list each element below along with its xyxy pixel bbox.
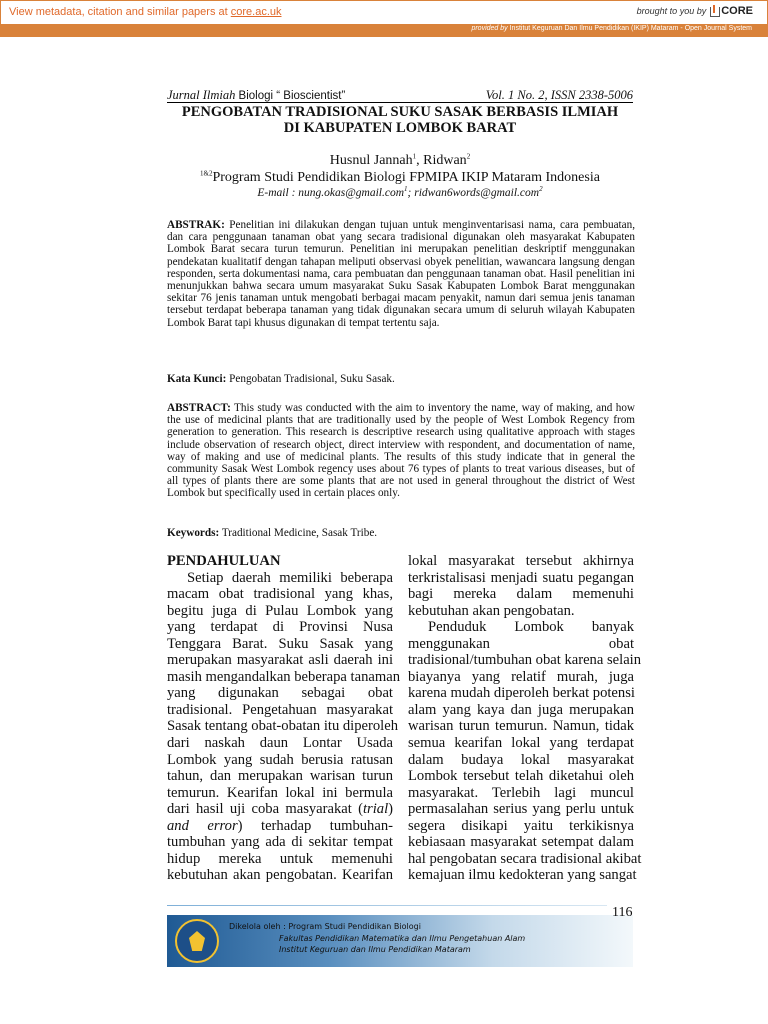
body-line: kemajuan ilmu kedokteran yang sangat [408, 867, 637, 884]
footer-band [167, 915, 633, 967]
keywords-label: Keywords: [167, 527, 220, 539]
provided-by-text[interactable] [471, 25, 752, 32]
core-logo[interactable] [709, 5, 753, 17]
body-line: hidup mereka untuk memenuhi [167, 850, 393, 867]
body-left-column [167, 553, 400, 884]
body-line: kebutuhan akan pengobatan. Kearifan [167, 867, 393, 884]
body-line: tradisional. Pengetahuan masyarakat [167, 701, 393, 718]
body-line: semua kearifan lokal yang terdapat [408, 735, 634, 752]
core-logo-icon [709, 5, 719, 17]
body-line: Setiap daerah memiliki beberapa [187, 569, 393, 586]
body-line: hal pengobatan secara tradisional akibat [408, 850, 642, 867]
body-line: temurun. Kearifan lokal ini bermula [167, 784, 393, 801]
university-logo-icon [175, 919, 219, 963]
abstract-text: This study was conducted with the aim to inventory the name, way of making, and how the use of medicinal plants that are traditionally used by the people of West Lombok Regency from generation to generation. This research is descriptive research using qualitative approach with stages include observation of research object, direct interview with respondent, and documentation of name, way of making and use of medicinal plants. The results of this study indicate that in general the community Sasak West Lombok regency uses about 76 types of plants to treat various diseases, but of all types of plants there are some plants that are not used in general throughout the district of West Lombok but specifically used in certain places only. [167, 402, 635, 500]
core-link-prefix: View metadata, citation and similar papers at [9, 6, 228, 18]
footer-banner [167, 905, 633, 965]
body-line: dari naskah daun Lontar Usada [167, 735, 393, 752]
body-line-trial: dari hasil uji coba masyarakat (trial) [167, 801, 393, 818]
body-line: segera disikapi yaitu terkikisnya [408, 817, 634, 834]
core-brought-by [637, 5, 753, 17]
body-line: masyarakat. Terlebih lagi muncul [408, 784, 634, 801]
title-line-2: DI KABUPATEN LOMBOK BARAT [283, 120, 517, 136]
provided-by-org: Institut Keguruan Dan Ilmu Pendidikan (IKIP) Mataram - Open Journal System [509, 25, 752, 32]
journal-volume: Vol. 1 No. 2, ISSN 2338-5006 [485, 88, 633, 102]
journal-running-header [167, 88, 633, 103]
abstrak-label: ABSTRAK: [167, 219, 225, 231]
paper-affiliation: $^{1\&2}$Program Studi Pendidikan Biologi FPMIPA IKIP Mataram Indonesia [200, 169, 600, 185]
abstract-label: ABSTRACT: [167, 402, 231, 414]
body-line: yang terdapat di Provinsi Nusa [167, 619, 393, 636]
kata-kunci-text: Pengobatan Tradisional, Suku Sasak. [229, 373, 395, 385]
keywords-text: Traditional Medicine, Sasak Tribe. [221, 527, 378, 539]
body-line: tradisional/tumbuhan obat karena selain [408, 652, 642, 669]
body-line: dalam budaya lokal masyarakat [408, 751, 634, 768]
body-line: Lombok yang sudah berusia ratusan [167, 751, 393, 768]
body-line: terkristalisasi menjadi suatu pegangan [408, 569, 634, 586]
core-link-domain[interactable]: core.ac.uk [230, 6, 282, 18]
body-line: Sasak tentang obat-obatan itu diperoleh [167, 718, 398, 735]
body-line: biayanya yang relatif murah, juga [408, 668, 634, 685]
kata-kunci-paragraph [167, 373, 635, 385]
body-line: Penduduk Lombok banyak [428, 619, 634, 636]
body-line: Lombok tersebut telah diketahui oleh [408, 768, 634, 785]
body-line: kebutuhan akan pengobatan. [408, 602, 575, 619]
keywords-paragraph [167, 527, 635, 539]
body-line: yang digunakan sebagai obat [167, 685, 393, 702]
body-line: begitu juga di Pulau Lombok yang [167, 602, 393, 619]
footer-line-1: Dikelola oleh : Program Studi Pendidikan Biologi [229, 922, 421, 931]
paper-email: E-mail : nung.okas@gmail.com$^1$; ridwan6words@gmail.com$^2$ [257, 185, 543, 199]
provided-by-label: provided by [471, 25, 508, 32]
brought-to-you-text: brought to you by [636, 6, 707, 16]
body-line: masih mengandalkan beberapa tanaman [167, 668, 400, 685]
kata-kunci-label: Kata Kunci: [167, 373, 227, 385]
body-right-column [408, 553, 642, 884]
body-line-error: and error) terhadap tumbuhan- [167, 817, 393, 834]
abstrak-paragraph [167, 219, 635, 329]
core-logo-text: CORE [721, 5, 753, 17]
title-line-1: PENGOBATAN TRADISIONAL SUKU SASAK BERBASIS ILMIAH [181, 104, 619, 120]
abstract-paragraph [167, 402, 635, 500]
paper-title [167, 104, 633, 136]
paper-authors: Husnul Jannah$^1$, Ridwan$^2$ [329, 152, 471, 168]
body-line: Tenggara Barat. Suku Sasak yang [167, 635, 393, 652]
page-number: 116 [612, 905, 633, 920]
footer-rule [167, 905, 607, 906]
core-metadata-link[interactable] [9, 6, 282, 18]
body-line: warisan turun temurun. Namun, tidak [408, 718, 634, 735]
provided-by-bar [0, 24, 768, 37]
body-line: bagi mereka dalam memenuhi [408, 586, 634, 603]
body-line: karena mudah diperoleh berkat potensi [408, 685, 635, 702]
body-line: lokal masyarakat tersebut akhirnya [408, 553, 634, 569]
footer-line-2: Fakultas Pendidikan Matematika dan Ilmu Pengetahuan Alam [279, 934, 526, 943]
body-line: permasalahan serius yang perlu untuk [408, 801, 634, 818]
body-line: macam obat tradisional yang khas, [167, 586, 393, 603]
body-line: tahun, dan merupakan warisan turun [167, 768, 393, 785]
body-line: merupakan masyarakat asli daerah ini [167, 652, 393, 669]
body-line: kebiasaan masyarakat setempat dalam [408, 834, 634, 851]
footer-line-3: Institut Keguruan dan Ilmu Pendidikan Mataram [279, 945, 471, 954]
body-line: menggunakan obat [408, 635, 634, 652]
journal-name: Jurnal Ilmiah Biologi “ Bioscientist” [167, 88, 346, 102]
body-line: alam yang kaya dan juga merupakan [408, 701, 634, 718]
core-header-bar [0, 0, 768, 24]
abstrak-text: Penelitian ini dilakukan dengan tujuan untuk menginventarisasi nama, cara pembuatan, dan cara penggunaan tanaman obat yang secara tradisional digunakan oleh masyarakat Kabupaten Lombok Barat secara turun temurun. Penelitian ini merupakan penelitian deskriptif menggunakan pendekatan kualitatif dengan tahapan meliputi observasi obyek penelitian, wawancara langsung dengan responden, serta dokumentasi nama, cara pembuatan dan penggunaan tanaman obat. Hasil penelitian ini menunjukkan bahwa secara umum masyarakat Suku Sasak Kabupaten Lombok Barat menggunakan sekitar 76 jenis tanaman untuk mengobati berbagai macam penyakit, namun dari semua jenis tanaman tersebut terdapat beberapa tanaman yang tidak digunakan secara umum di seluruh wilayah Kabupaten Lombok Barat tapi khusus digunakan di tempat tertentu saja. [167, 219, 635, 329]
section-heading: PENDAHULUAN [167, 553, 281, 569]
body-line: tumbuhan yang ada di sekitar tempat [167, 834, 393, 851]
